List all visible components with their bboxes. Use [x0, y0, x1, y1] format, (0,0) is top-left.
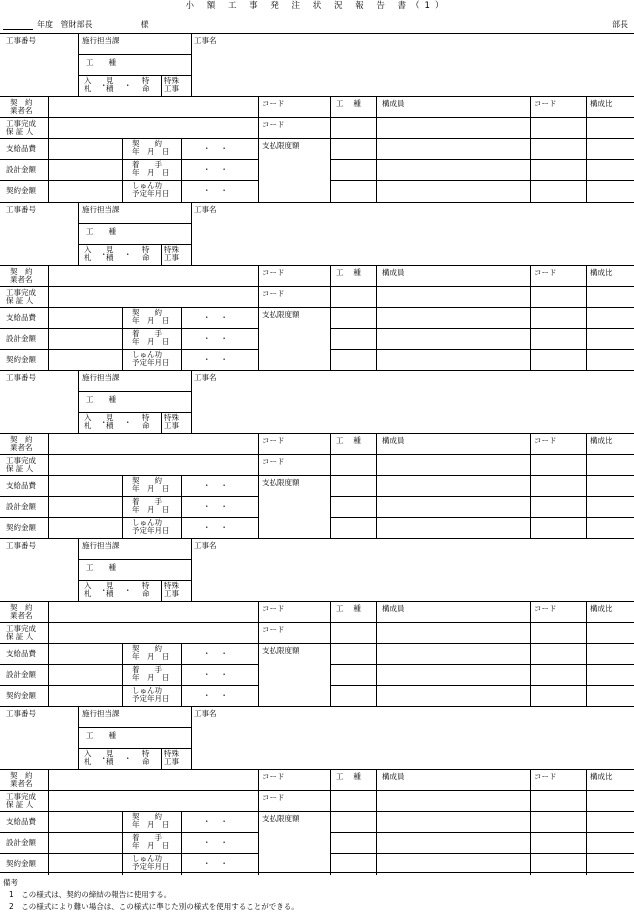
rule: [586, 601, 587, 707]
keiyaku-date-label: 契 約 年 月 日: [132, 644, 170, 661]
sekko-tanto-label: 施行担当課: [82, 373, 120, 382]
date-dots: ・ ・: [203, 523, 228, 532]
koseihi-label: 構成比: [590, 436, 613, 445]
report-form: [0, 33, 634, 873]
rule: [122, 138, 123, 202]
rule: [0, 433, 634, 434]
koseihi-label: 構成比: [590, 99, 613, 108]
rule: [78, 707, 79, 769]
mitsumori-label: 見 積: [106, 76, 114, 93]
rule: [0, 685, 258, 686]
nyusatsu-label: 入 札: [84, 413, 92, 430]
dot-sep: ・: [100, 418, 108, 427]
rule: [330, 769, 331, 875]
code-label: コード: [262, 457, 285, 466]
code-label: コード: [534, 772, 557, 781]
nyusatsu-label: 入 札: [84, 76, 92, 93]
date-dots: ・ ・: [203, 502, 228, 511]
keiyaku-kingaku-label: 契約金額: [6, 859, 36, 868]
koji-mei-label: 工事名: [194, 709, 217, 718]
rule: [330, 433, 331, 539]
rule: [0, 811, 634, 812]
date-dots: ・ ・: [203, 670, 228, 679]
rule: [586, 96, 587, 202]
code-label: コード: [262, 289, 285, 298]
date-dots: ・ ・: [203, 165, 228, 174]
note-item: 2 この様式により難い場合は、この様式に準じた別の様式を使用することができる。: [9, 902, 299, 911]
sekkei-label: 設計金額: [6, 334, 36, 343]
rule: [0, 307, 634, 308]
code-label: コード: [262, 268, 285, 277]
shiharai-label: 支払限度額: [262, 646, 300, 655]
rule: [181, 138, 182, 202]
rule: [78, 34, 79, 96]
koshu-label: 工 種: [336, 268, 361, 277]
rule: [48, 601, 49, 707]
keiyaku-date-label: 契 約 年 月 日: [132, 812, 170, 829]
rule: [0, 96, 634, 97]
rule: [376, 433, 377, 539]
koshu-label: 工 種: [336, 772, 361, 781]
rule: [78, 559, 191, 560]
chakushu-date-label: 着 手 年 月 日: [132, 160, 170, 177]
code-label: コード: [534, 268, 557, 277]
year-label: 年度: [37, 20, 53, 29]
rule: [0, 601, 634, 602]
nyusatsu-label: 入 札: [84, 581, 92, 598]
rule: [191, 203, 192, 265]
rule: [586, 769, 587, 875]
rule: [376, 265, 377, 371]
rule: [78, 371, 79, 433]
chakushu-date-label: 着 手 年 月 日: [132, 833, 170, 850]
dot-sep: ・: [100, 250, 108, 259]
keiyaku-gyosha-label: 契 約 業者名: [10, 603, 33, 620]
rule: [0, 622, 634, 623]
keiyaku-kingaku-label: 契約金額: [6, 523, 36, 532]
code-label: コード: [262, 436, 285, 445]
rule: [376, 769, 377, 875]
shunko-date-label: しゅん功 予定年月日: [132, 686, 170, 703]
date-dots: ・ ・: [203, 691, 228, 700]
rule: [48, 265, 49, 371]
rule: [181, 475, 182, 539]
rule: [330, 96, 331, 202]
keiyaku-gyosha-label: 契 約 業者名: [10, 435, 33, 452]
rule: [586, 433, 587, 539]
date-dots: ・ ・: [203, 859, 228, 868]
tokumei-label: 特 命: [142, 413, 150, 430]
rule: [0, 853, 258, 854]
koji-mei-label: 工事名: [194, 36, 217, 45]
rule: [530, 433, 531, 539]
sekkei-label: 設計金額: [6, 502, 36, 511]
notes: [3, 877, 299, 913]
note-item: 1 この様式は、契約の締結の報告に使用する。: [9, 890, 172, 899]
project-block: [0, 202, 634, 370]
rule: [161, 75, 162, 96]
kansei-hosho-label: 工事完成 保 証 人: [6, 456, 36, 473]
tokushu-label: 特殊 工事: [164, 245, 179, 262]
nyusatsu-label: 入 札: [84, 749, 92, 766]
rule: [0, 643, 634, 644]
shunko-date-label: しゅん功 予定年月日: [132, 518, 170, 535]
rule: [0, 265, 634, 266]
koji-bango-label: 工事番号: [6, 373, 36, 382]
rule: [330, 265, 331, 371]
project-block: [0, 370, 634, 538]
kansei-hosho-label: 工事完成 保 証 人: [6, 792, 36, 809]
koseihi-label: 構成比: [590, 772, 613, 781]
rule: [0, 117, 634, 118]
tokumei-label: 特 命: [142, 245, 150, 262]
date-dots: ・ ・: [203, 355, 228, 364]
koseihi-label: 構成比: [590, 268, 613, 277]
tokumei-label: 特 命: [142, 76, 150, 93]
rule: [78, 203, 79, 265]
koseiin-label: 構成員: [382, 99, 405, 108]
rule: [122, 811, 123, 875]
year-blank: [3, 21, 33, 30]
kansei-hosho-label: 工事完成 保 証 人: [6, 624, 36, 641]
shikyu-label: 支給品費: [6, 817, 36, 826]
rule: [258, 601, 259, 707]
rule: [376, 96, 377, 202]
rule: [258, 433, 259, 539]
shikyu-label: 支給品費: [6, 649, 36, 658]
rule: [0, 517, 258, 518]
koseiin-label: 構成員: [382, 772, 405, 781]
rule: [161, 748, 162, 769]
koji-bango-label: 工事番号: [6, 205, 36, 214]
rule: [78, 727, 191, 728]
rule: [48, 96, 49, 202]
code-label: コード: [534, 604, 557, 613]
koji-mei-label: 工事名: [194, 205, 217, 214]
rule: [586, 265, 587, 371]
koji-bango-label: 工事番号: [6, 541, 36, 550]
project-block: [0, 538, 634, 706]
rule: [0, 769, 634, 770]
rule: [0, 180, 258, 181]
rule: [0, 790, 634, 791]
rule: [530, 96, 531, 202]
code-label: コード: [262, 793, 285, 802]
project-block: [0, 34, 634, 202]
rule: [161, 244, 162, 265]
rule: [78, 223, 191, 224]
rule: [0, 159, 258, 160]
sekko-tanto-label: 施行担当課: [82, 709, 120, 718]
dot-sep: ・: [124, 418, 132, 427]
shiharai-label: 支払限度額: [262, 141, 300, 150]
koji-mei-label: 工事名: [194, 541, 217, 550]
rule: [0, 349, 258, 350]
kansei-hosho-label: 工事完成 保 証 人: [6, 288, 36, 305]
rule: [258, 96, 259, 202]
mitsumori-label: 見 積: [106, 581, 114, 598]
dot-sep: ・: [124, 250, 132, 259]
keiyaku-gyosha-label: 契 約 業者名: [10, 98, 33, 115]
form-title: 小 額 工 事 発 注 状 況 報 告 書（1）: [185, 1, 449, 11]
tokushu-label: 特殊 工事: [164, 413, 179, 430]
koshu-label: 工 種: [336, 436, 361, 445]
header-left: [3, 20, 149, 30]
keiyaku-gyosha-label: 契 約 業者名: [10, 771, 33, 788]
chakushu-date-label: 着 手 年 月 日: [132, 329, 170, 346]
rule: [0, 832, 258, 833]
rule: [376, 601, 377, 707]
koshu-label: 工 種: [86, 563, 116, 572]
shunko-date-label: しゅん功 予定年月日: [132, 854, 170, 871]
date-dots: ・ ・: [203, 838, 228, 847]
shikyu-label: 支給品費: [6, 313, 36, 322]
keiyaku-kingaku-label: 契約金額: [6, 186, 36, 195]
koshu-label: 工 種: [86, 395, 116, 404]
koshu-label: 工 種: [86, 58, 116, 67]
shunko-date-label: しゅん功 予定年月日: [132, 181, 170, 198]
rule: [122, 307, 123, 371]
header-right: 部長: [612, 20, 628, 29]
date-dots: ・ ・: [203, 186, 228, 195]
shiharai-label: 支払限度額: [262, 310, 300, 319]
rule: [191, 707, 192, 769]
manager-label: 管財部長: [60, 20, 93, 29]
dot-sep: ・: [124, 81, 132, 90]
rule: [122, 643, 123, 707]
dot-sep: ・: [100, 754, 108, 763]
sekko-tanto-label: 施行担当課: [82, 205, 120, 214]
dot-sep: ・: [124, 754, 132, 763]
rule: [258, 265, 259, 371]
shiharai-label: 支払限度額: [262, 478, 300, 487]
tokushu-label: 特殊 工事: [164, 749, 179, 766]
nyusatsu-label: 入 札: [84, 245, 92, 262]
rule: [0, 664, 258, 665]
code-label: コード: [262, 99, 285, 108]
date-dots: ・ ・: [203, 481, 228, 490]
sekkei-label: 設計金額: [6, 670, 36, 679]
koshu-label: 工 種: [86, 731, 116, 740]
rule: [530, 265, 531, 371]
code-label: コード: [262, 120, 285, 129]
koji-mei-label: 工事名: [194, 373, 217, 382]
koji-bango-label: 工事番号: [6, 709, 36, 718]
sekkei-label: 設計金額: [6, 838, 36, 847]
kansei-hosho-label: 工事完成 保 証 人: [6, 119, 36, 136]
rule: [0, 496, 258, 497]
rule: [48, 433, 49, 539]
rule: [191, 34, 192, 96]
keiyaku-kingaku-label: 契約金額: [6, 355, 36, 364]
rule: [0, 286, 634, 287]
keiyaku-date-label: 契 約 年 月 日: [132, 139, 170, 156]
shikyu-label: 支給品費: [6, 144, 36, 153]
code-label: コード: [262, 625, 285, 634]
rule: [161, 412, 162, 433]
dot-sep: ・: [124, 586, 132, 595]
date-dots: ・ ・: [203, 313, 228, 322]
rule: [78, 539, 79, 601]
rule: [0, 475, 634, 476]
rule: [258, 769, 259, 875]
keiyaku-kingaku-label: 契約金額: [6, 691, 36, 700]
koshu-label: 工 種: [86, 227, 116, 236]
koshu-label: 工 種: [336, 99, 361, 108]
date-dots: ・ ・: [203, 649, 228, 658]
rule: [78, 391, 191, 392]
shikyu-label: 支給品費: [6, 481, 36, 490]
keiyaku-date-label: 契 約 年 月 日: [132, 476, 170, 493]
rule: [181, 307, 182, 371]
keiyaku-date-label: 契 約 年 月 日: [132, 308, 170, 325]
rule: [530, 601, 531, 707]
koseiin-label: 構成員: [382, 604, 405, 613]
tokumei-label: 特 命: [142, 581, 150, 598]
dot-sep: ・: [100, 81, 108, 90]
koseihi-label: 構成比: [590, 604, 613, 613]
rule: [181, 811, 182, 875]
rule: [191, 539, 192, 601]
rule: [161, 580, 162, 601]
date-dots: ・ ・: [203, 334, 228, 343]
rule: [191, 371, 192, 433]
date-dots: ・ ・: [203, 144, 228, 153]
chakushu-date-label: 着 手 年 月 日: [132, 497, 170, 514]
koji-bango-label: 工事番号: [6, 36, 36, 45]
koshu-label: 工 種: [336, 604, 361, 613]
dot-sep: ・: [100, 586, 108, 595]
rule: [78, 54, 191, 55]
sekko-tanto-label: 施行担当課: [82, 36, 120, 45]
keiyaku-gyosha-label: 契 約 業者名: [10, 267, 33, 284]
koseiin-label: 構成員: [382, 436, 405, 445]
tokushu-label: 特殊 工事: [164, 581, 179, 598]
koseiin-label: 構成員: [382, 268, 405, 277]
tokushu-label: 特殊 工事: [164, 76, 179, 93]
tokumei-label: 特 命: [142, 749, 150, 766]
rule: [0, 454, 634, 455]
mitsumori-label: 見 積: [106, 413, 114, 430]
date-dots: ・ ・: [203, 817, 228, 826]
rule: [0, 328, 258, 329]
rule: [530, 769, 531, 875]
rule: [0, 138, 634, 139]
code-label: コード: [534, 99, 557, 108]
shunko-date-label: しゅん功 予定年月日: [132, 350, 170, 367]
code-label: コード: [262, 604, 285, 613]
project-block: [0, 706, 634, 874]
code-label: コード: [534, 436, 557, 445]
rule: [181, 643, 182, 707]
shiharai-label: 支払限度額: [262, 814, 300, 823]
rule: [330, 601, 331, 707]
notes-heading: 備考: [3, 878, 18, 887]
mitsumori-label: 見 積: [106, 245, 114, 262]
rule: [48, 769, 49, 875]
sekko-tanto-label: 施行担当課: [82, 541, 120, 550]
chakushu-date-label: 着 手 年 月 日: [132, 665, 170, 682]
sama-label: 様: [140, 20, 149, 29]
rule: [122, 475, 123, 539]
sekkei-label: 設計金額: [6, 165, 36, 174]
code-label: コード: [262, 772, 285, 781]
mitsumori-label: 見 積: [106, 749, 114, 766]
